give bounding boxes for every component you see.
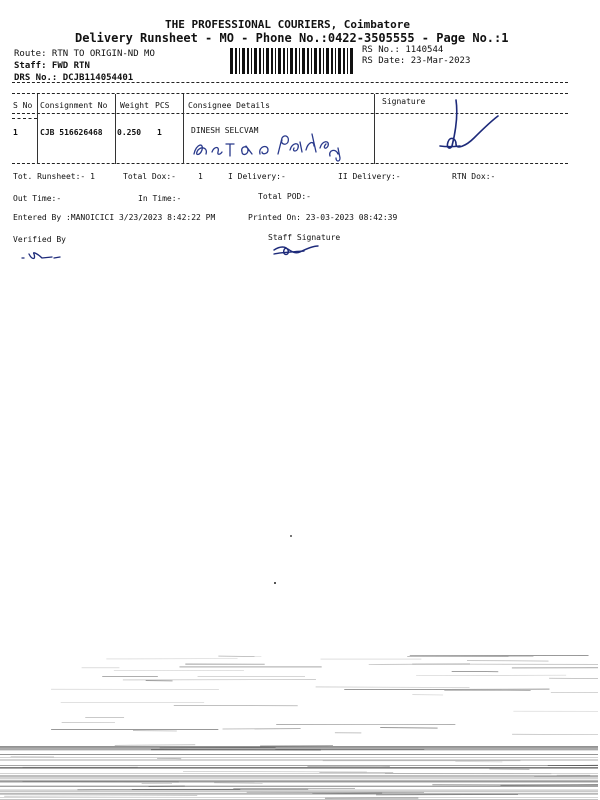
- column-separator: [115, 94, 116, 164]
- entered-by: Entered By :MANOICICI 3/23/2023 8:42:22 PM: [13, 213, 216, 222]
- row-weight: 0.250: [117, 128, 142, 137]
- page-title: THE PROFESSIONAL COURIERS, Coimbatore: [165, 18, 411, 31]
- tot-runsheet: Tot. Runsheet:- 1: [13, 172, 95, 181]
- scan-artifacts: [0, 650, 600, 800]
- speck: [290, 535, 292, 537]
- header-weight: Weight: [120, 101, 149, 110]
- divider: [12, 93, 568, 94]
- column-separator: [374, 94, 375, 164]
- rs-number: RS No.: 1140544: [362, 45, 444, 55]
- handwritten-note: [190, 128, 360, 164]
- row-pcs: 1: [157, 128, 162, 137]
- header-consignee: Consignee Details: [188, 101, 270, 110]
- barcode-icon: [230, 48, 355, 74]
- column-separator: [37, 94, 38, 164]
- i-delivery: I Delivery:-: [228, 172, 286, 181]
- printed-on: Printed On: 23-03-2023 08:42:39: [248, 213, 398, 222]
- header-signature: Signature: [382, 97, 426, 106]
- header-pcs: PCS: [155, 101, 170, 110]
- verified-by: Verified By: [13, 235, 66, 244]
- rs-date: RS Date: 23-Mar-2023: [362, 56, 471, 66]
- row-sno: 1: [13, 128, 18, 137]
- total-dox-value: 1: [198, 172, 203, 181]
- verified-signature: [20, 248, 64, 264]
- signature-scribble: [432, 96, 504, 154]
- out-time: Out Time:-: [13, 194, 62, 203]
- route-label: Route: RTN TO ORIGIN-ND MO: [14, 49, 155, 59]
- divider: [12, 82, 568, 83]
- speck: [274, 582, 276, 584]
- column-separator: [183, 94, 184, 164]
- ii-delivery: II Delivery:-: [338, 172, 401, 181]
- total-pod: Total POD:-: [258, 192, 311, 201]
- staff-signature: [270, 242, 322, 260]
- total-dox-label: Total Dox:-: [123, 172, 176, 181]
- staff-signature-label: Staff Signature: [268, 233, 341, 242]
- staff-label: Staff: FWD RTN: [14, 61, 90, 71]
- row-consignee: DINESH SELCVAM: [191, 126, 259, 135]
- rtn-dox: RTN Dox:-: [452, 172, 496, 181]
- drs-number: DRS No.: DCJB114054401: [14, 73, 134, 83]
- page-subtitle: Delivery Runsheet - MO - Phone No.:0422-3505555 - Page No.:1: [75, 31, 509, 45]
- header-sno: S No: [13, 101, 33, 110]
- header-consignment: Consignment No: [40, 101, 108, 110]
- in-time: In Time:-: [138, 194, 182, 203]
- row-consignment: CJB 516626468: [40, 128, 103, 137]
- divider: [12, 118, 37, 119]
